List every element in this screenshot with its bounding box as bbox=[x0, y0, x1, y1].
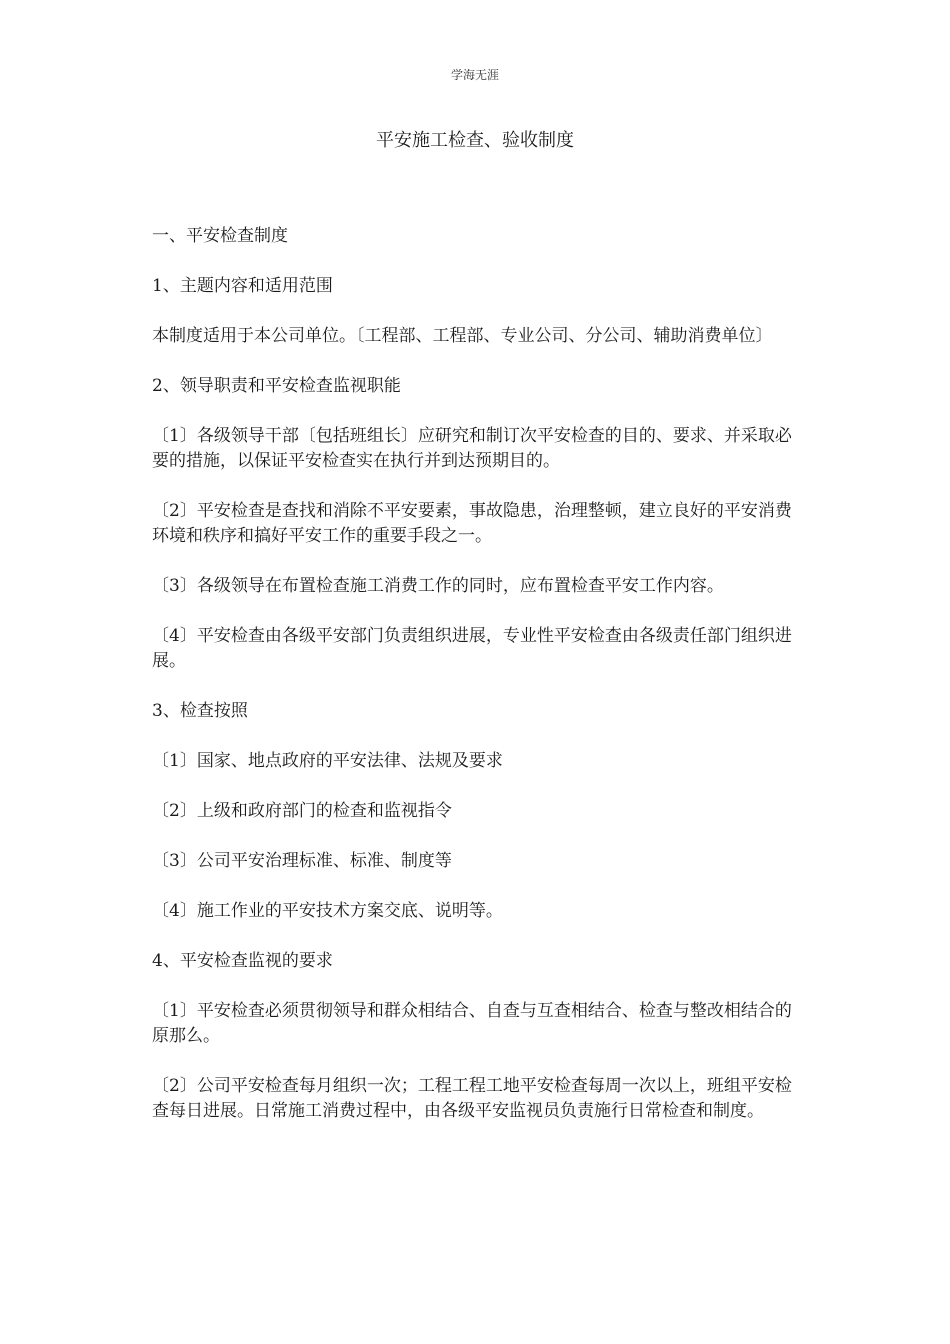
list-item-basis-3: 〔3〕公司平安治理标准、标准、制度等 bbox=[152, 851, 452, 871]
subsection-heading-scope: 1、主题内容和适用范围 bbox=[152, 276, 333, 296]
list-item-requirement-2: 〔2〕公司平安检查每月组织一次；工程工程工地平安检查每周一次以上，班组平安检查每日进展。日常施工消费过程中，由各级平安监视员负责施行日常检查和制度。 bbox=[152, 1076, 792, 1121]
document-body bbox=[152, 224, 802, 1149]
section-heading-safety-inspection: 一、平安检查制度 bbox=[152, 226, 288, 246]
list-item-basis-1: 〔1〕国家、地点政府的平安法律、法规及要求 bbox=[152, 751, 503, 771]
list-item-responsibility-1: 〔1〕各级领导干部〔包括班组长〕应研究和制订次平安检查的目的、要求、并采取必要的措施，以保证平安检查实在执行并到达预期目的。 bbox=[152, 426, 792, 471]
list-item-responsibility-3: 〔3〕各级领导在布置检查施工消费工作的同时，应布置检查平安工作内容。 bbox=[152, 576, 724, 596]
subsection-heading-basis: 3、检查按照 bbox=[152, 701, 248, 721]
list-item-basis-4: 〔4〕施工作业的平安技术方案交底、说明等。 bbox=[152, 901, 503, 921]
list-item-requirement-1: 〔1〕平安检查必须贯彻领导和群众相结合、自查与互查相结合、检查与整改相结合的原那么。 bbox=[152, 1001, 792, 1046]
subsection-heading-responsibilities: 2、领导职责和平安检查监视职能 bbox=[152, 376, 401, 396]
list-item-responsibility-2: 〔2〕平安检查是查找和消除不平安要素，事故隐患，治理整顿，建立良好的平安消费环境和秩序和搞好平安工作的重要手段之一。 bbox=[152, 501, 792, 546]
paragraph-scope: 本制度适用于本公司单位。〔工程部、工程部、专业公司、分公司、辅助消费单位〕 bbox=[152, 326, 773, 346]
document-title: 平安施工检查、验收制度 bbox=[376, 130, 574, 151]
page-header: 学海无涯 bbox=[450, 68, 499, 82]
list-item-responsibility-4: 〔4〕平安检查由各级平安部门负责组织进展，专业性平安检查由各级责任部门组织进展。 bbox=[152, 626, 792, 671]
subsection-heading-requirements: 4、平安检查监视的要求 bbox=[152, 951, 333, 971]
list-item-basis-2: 〔2〕上级和政府部门的检查和监视指令 bbox=[152, 801, 452, 821]
